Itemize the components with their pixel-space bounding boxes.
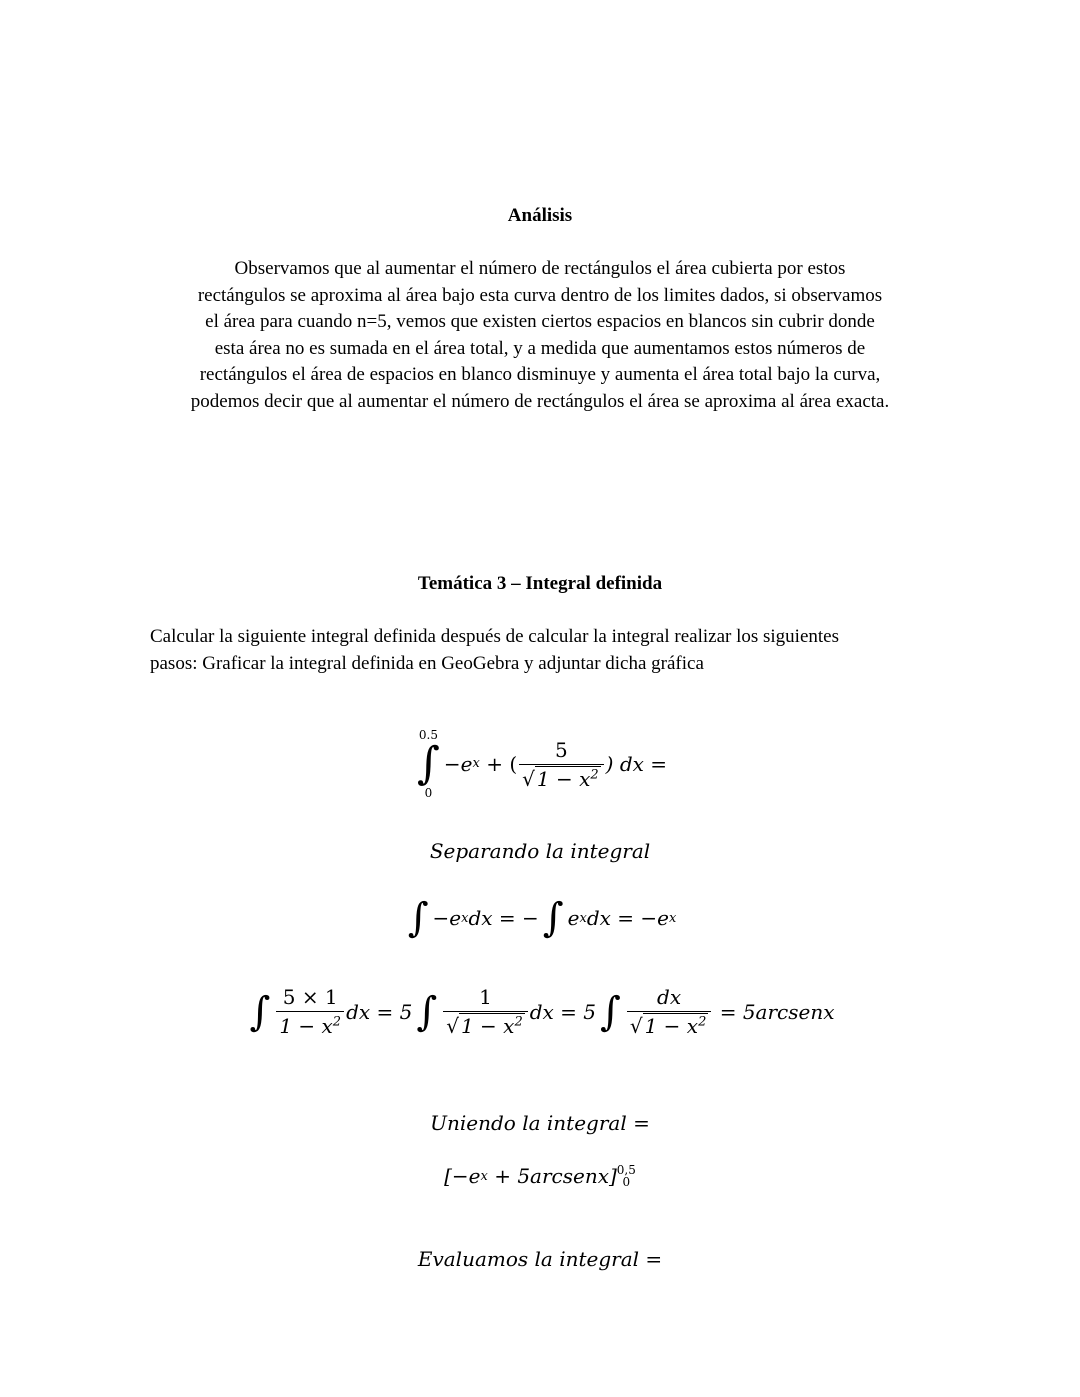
upper-limit: 0,5 [616, 1163, 636, 1177]
integral-sign: ∫ [407, 895, 429, 941]
analysis-title: Análisis [507, 205, 573, 226]
term: dx = 5 [346, 999, 413, 1024]
integral-sign: ∫ [542, 895, 564, 941]
denominator: √ $1 - x^2$ [443, 1011, 528, 1038]
term: e [567, 906, 580, 930]
radicand: 1 − x [460, 1014, 515, 1038]
exponent: 2 [332, 1014, 342, 1030]
exponent: x [668, 910, 677, 926]
term: dx = − [468, 906, 539, 930]
lower-limit: 0 [622, 1175, 631, 1189]
evaluamos-label: Evaluamos la integral = [417, 1247, 663, 1271]
integral-sign: ∫ [600, 988, 621, 1035]
paragraph-line: pasos: Graficar la integral definida en GeoGebra y adjuntar dicha gráfica [150, 652, 704, 674]
term: [−e [444, 1164, 481, 1188]
term: = 5arcsenx [713, 999, 835, 1024]
numerator: 5 [555, 737, 568, 762]
exponent: x [579, 910, 587, 926]
term: −e [432, 906, 462, 930]
integral-sign: ∫ [416, 988, 438, 1035]
paragraph-line: Observamos que al aumentar el número de rectángulos el área cubierta por estos [234, 258, 846, 279]
upper-limit: 0.5 [418, 728, 438, 742]
fraction [443, 985, 528, 1038]
denominator: √ $1 - x^2$ [519, 764, 604, 791]
evaluation-limits [617, 1164, 636, 1188]
numerator: 1 [479, 985, 492, 1009]
numerator: 5 × 1 [282, 985, 338, 1009]
exponent: 2 [698, 1014, 707, 1030]
denominator-text: 1 − x [279, 1014, 333, 1038]
paragraph-line: esta área no es sumada en el área total, y a medida que aumentamos estos números de [214, 337, 866, 359]
arcsin-integral-equation [0, 985, 1080, 1038]
fraction [627, 985, 712, 1038]
paragraph-line: el área para cuando n=5, vemos que existen ciertos espacios en blancos sin cubrir donde [205, 311, 875, 332]
tematica-instructions [150, 624, 839, 677]
paragraph-line: rectángulos el área de espacios en blanco disminuye y aumenta el área total bajo la curva, [199, 364, 881, 385]
paragraph-line: Calcular la siguiente integral definida después de calcular la integral realizar los siguientes [150, 626, 840, 647]
denominator [276, 1011, 344, 1038]
integral-limits [413, 728, 444, 800]
fraction [519, 738, 604, 791]
integral-sign: ∫ [249, 988, 271, 1035]
tematica-title: Temática 3 – Integral definida [417, 573, 663, 594]
exponent: 2 [514, 1014, 523, 1030]
uniendo-label: Uniendo la integral = [430, 1111, 650, 1135]
analysis-paragraph [0, 256, 1080, 415]
term: + 5arcsenx] [487, 1164, 617, 1188]
radicand: 1 − x [644, 1014, 699, 1038]
separando-label: Separando la integral [429, 839, 651, 863]
term: dx = 5 [529, 999, 596, 1024]
term: + ( [479, 752, 518, 776]
radicand: 1 − x [536, 766, 591, 791]
lower-limit: 0 [424, 786, 433, 800]
definite-integral-equation [0, 728, 1080, 800]
paragraph-line: podemos decir que al aumentar el número de rectángulos el área se aproxima al área exacta. [190, 390, 890, 412]
term: dx = −e [586, 906, 669, 930]
exponent: x [461, 910, 469, 926]
paragraph-line: rectángulos se aproxima al área bajo esta curva dentro de los limites dados, si observamos [197, 284, 883, 306]
term: ) dx = [605, 752, 668, 776]
integral-sign: ∫ [416, 738, 440, 789]
denominator: √ $1 - x^2$ [627, 1011, 712, 1038]
exponent: x [472, 756, 480, 771]
term: −e [443, 752, 473, 776]
exp-integral-equation [0, 895, 1080, 941]
exponent: 2 [590, 766, 599, 782]
antiderivative-bracket [0, 1164, 1080, 1188]
fraction [276, 985, 344, 1038]
numerator: dx [657, 985, 682, 1009]
exponent: x [480, 1168, 488, 1184]
